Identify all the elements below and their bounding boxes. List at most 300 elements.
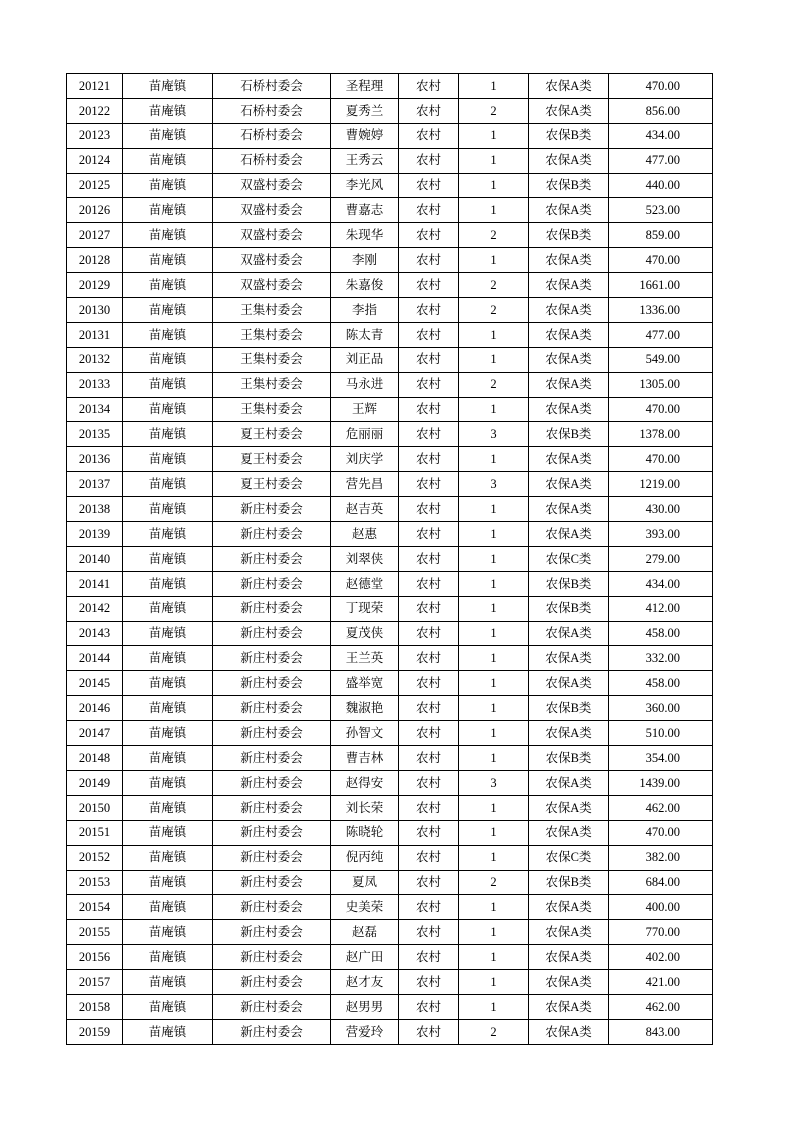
- cell-residence-type: 农村: [399, 397, 459, 422]
- cell-person-name: 赵德堂: [331, 571, 399, 596]
- cell-person-name: 丁现荣: [331, 596, 399, 621]
- cell-insurance-category: 农保A类: [529, 497, 609, 522]
- cell-amount: 477.00: [609, 322, 713, 347]
- cell-person-count: 1: [459, 497, 529, 522]
- table-row: [67, 98, 713, 123]
- cell-amount: 382.00: [609, 845, 713, 870]
- cell-town: 苗庵镇: [123, 596, 213, 621]
- cell-person-name: 夏茂侠: [331, 621, 399, 646]
- cell-insurance-category: 农保A类: [529, 970, 609, 995]
- cell-town: 苗庵镇: [123, 298, 213, 323]
- cell-residence-type: 农村: [399, 298, 459, 323]
- table-row: [67, 497, 713, 522]
- cell-person-count: 1: [459, 746, 529, 771]
- cell-town: 苗庵镇: [123, 397, 213, 422]
- cell-record-id: 20128: [67, 248, 123, 273]
- cell-village: 双盛村委会: [213, 173, 331, 198]
- table-row: [67, 596, 713, 621]
- benefits-table: [66, 73, 713, 1045]
- cell-record-id: 20148: [67, 746, 123, 771]
- cell-insurance-category: 农保C类: [529, 546, 609, 571]
- cell-residence-type: 农村: [399, 696, 459, 721]
- cell-amount: 859.00: [609, 223, 713, 248]
- cell-insurance-category: 农保A类: [529, 945, 609, 970]
- cell-record-id: 20146: [67, 696, 123, 721]
- table-row: [67, 945, 713, 970]
- cell-record-id: 20157: [67, 970, 123, 995]
- table-row: [67, 447, 713, 472]
- cell-residence-type: 农村: [399, 223, 459, 248]
- cell-residence-type: 农村: [399, 98, 459, 123]
- cell-insurance-category: 农保A类: [529, 447, 609, 472]
- cell-residence-type: 农村: [399, 546, 459, 571]
- cell-residence-type: 农村: [399, 148, 459, 173]
- cell-residence-type: 农村: [399, 945, 459, 970]
- cell-town: 苗庵镇: [123, 273, 213, 298]
- cell-record-id: 20132: [67, 347, 123, 372]
- cell-residence-type: 农村: [399, 820, 459, 845]
- cell-village: 王集村委会: [213, 347, 331, 372]
- cell-person-name: 王兰英: [331, 646, 399, 671]
- cell-record-id: 20142: [67, 596, 123, 621]
- cell-amount: 523.00: [609, 198, 713, 223]
- cell-town: 苗庵镇: [123, 198, 213, 223]
- cell-town: 苗庵镇: [123, 173, 213, 198]
- table-row: [67, 770, 713, 795]
- cell-amount: 400.00: [609, 895, 713, 920]
- cell-person-name: 魏淑艳: [331, 696, 399, 721]
- cell-village: 新庄村委会: [213, 1019, 331, 1044]
- cell-residence-type: 农村: [399, 970, 459, 995]
- cell-village: 双盛村委会: [213, 198, 331, 223]
- cell-amount: 462.00: [609, 795, 713, 820]
- cell-amount: 856.00: [609, 98, 713, 123]
- cell-person-count: 1: [459, 994, 529, 1019]
- cell-town: 苗庵镇: [123, 746, 213, 771]
- cell-town: 苗庵镇: [123, 994, 213, 1019]
- cell-person-name: 危丽丽: [331, 422, 399, 447]
- cell-record-id: 20124: [67, 148, 123, 173]
- cell-amount: 1439.00: [609, 770, 713, 795]
- cell-town: 苗庵镇: [123, 770, 213, 795]
- table-row: [67, 795, 713, 820]
- cell-insurance-category: 农保A类: [529, 795, 609, 820]
- cell-record-id: 20158: [67, 994, 123, 1019]
- cell-record-id: 20125: [67, 173, 123, 198]
- cell-insurance-category: 农保A类: [529, 994, 609, 1019]
- cell-residence-type: 农村: [399, 721, 459, 746]
- cell-person-name: 李刚: [331, 248, 399, 273]
- cell-record-id: 20136: [67, 447, 123, 472]
- cell-person-count: 1: [459, 522, 529, 547]
- cell-town: 苗庵镇: [123, 123, 213, 148]
- cell-town: 苗庵镇: [123, 696, 213, 721]
- cell-village: 新庄村委会: [213, 596, 331, 621]
- cell-insurance-category: 农保B类: [529, 422, 609, 447]
- cell-town: 苗庵镇: [123, 721, 213, 746]
- cell-insurance-category: 农保A类: [529, 322, 609, 347]
- cell-amount: 843.00: [609, 1019, 713, 1044]
- cell-person-name: 赵才友: [331, 970, 399, 995]
- cell-village: 石桥村委会: [213, 123, 331, 148]
- cell-person-name: 赵男男: [331, 994, 399, 1019]
- cell-person-name: 赵吉英: [331, 497, 399, 522]
- cell-village: 双盛村委会: [213, 223, 331, 248]
- cell-record-id: 20133: [67, 372, 123, 397]
- cell-village: 夏王村委会: [213, 447, 331, 472]
- cell-amount: 684.00: [609, 870, 713, 895]
- cell-insurance-category: 农保A类: [529, 397, 609, 422]
- cell-town: 苗庵镇: [123, 970, 213, 995]
- cell-amount: 462.00: [609, 994, 713, 1019]
- cell-amount: 412.00: [609, 596, 713, 621]
- cell-person-name: 夏凤: [331, 870, 399, 895]
- cell-person-count: 1: [459, 945, 529, 970]
- cell-village: 双盛村委会: [213, 273, 331, 298]
- cell-person-name: 陈太青: [331, 322, 399, 347]
- cell-residence-type: 农村: [399, 273, 459, 298]
- cell-insurance-category: 农保A类: [529, 472, 609, 497]
- cell-village: 王集村委会: [213, 322, 331, 347]
- cell-person-name: 孙智文: [331, 721, 399, 746]
- cell-amount: 332.00: [609, 646, 713, 671]
- cell-person-name: 刘正品: [331, 347, 399, 372]
- cell-insurance-category: 农保B类: [529, 571, 609, 596]
- cell-insurance-category: 农保A类: [529, 74, 609, 99]
- cell-insurance-category: 农保B类: [529, 173, 609, 198]
- cell-town: 苗庵镇: [123, 895, 213, 920]
- cell-residence-type: 农村: [399, 895, 459, 920]
- cell-person-name: 朱现华: [331, 223, 399, 248]
- cell-record-id: 20143: [67, 621, 123, 646]
- cell-person-count: 1: [459, 347, 529, 372]
- cell-record-id: 20135: [67, 422, 123, 447]
- cell-town: 苗庵镇: [123, 322, 213, 347]
- cell-amount: 549.00: [609, 347, 713, 372]
- cell-town: 苗庵镇: [123, 820, 213, 845]
- cell-town: 苗庵镇: [123, 522, 213, 547]
- cell-village: 夏王村委会: [213, 422, 331, 447]
- table-row: [67, 994, 713, 1019]
- cell-person-name: 王秀云: [331, 148, 399, 173]
- cell-residence-type: 农村: [399, 870, 459, 895]
- cell-record-id: 20139: [67, 522, 123, 547]
- cell-residence-type: 农村: [399, 795, 459, 820]
- cell-person-count: 3: [459, 770, 529, 795]
- cell-village: 新庄村委会: [213, 845, 331, 870]
- cell-amount: 470.00: [609, 248, 713, 273]
- cell-person-count: 1: [459, 447, 529, 472]
- cell-person-name: 李光风: [331, 173, 399, 198]
- cell-person-name: 朱嘉俊: [331, 273, 399, 298]
- cell-village: 新庄村委会: [213, 646, 331, 671]
- cell-residence-type: 农村: [399, 671, 459, 696]
- cell-insurance-category: 农保A类: [529, 347, 609, 372]
- cell-insurance-category: 农保A类: [529, 721, 609, 746]
- cell-record-id: 20134: [67, 397, 123, 422]
- table-row: [67, 372, 713, 397]
- table-row: [67, 1019, 713, 1044]
- cell-amount: 458.00: [609, 671, 713, 696]
- cell-town: 苗庵镇: [123, 422, 213, 447]
- table-body: [67, 74, 713, 1045]
- cell-amount: 430.00: [609, 497, 713, 522]
- cell-amount: 510.00: [609, 721, 713, 746]
- cell-village: 新庄村委会: [213, 721, 331, 746]
- cell-amount: 458.00: [609, 621, 713, 646]
- cell-insurance-category: 农保B类: [529, 223, 609, 248]
- cell-village: 王集村委会: [213, 372, 331, 397]
- cell-residence-type: 农村: [399, 621, 459, 646]
- cell-town: 苗庵镇: [123, 447, 213, 472]
- table-row: [67, 347, 713, 372]
- cell-person-count: 1: [459, 198, 529, 223]
- table-row: [67, 223, 713, 248]
- cell-town: 苗庵镇: [123, 845, 213, 870]
- cell-town: 苗庵镇: [123, 920, 213, 945]
- cell-insurance-category: 农保A类: [529, 671, 609, 696]
- cell-village: 新庄村委会: [213, 546, 331, 571]
- cell-residence-type: 农村: [399, 497, 459, 522]
- table-row: [67, 198, 713, 223]
- cell-person-count: 2: [459, 223, 529, 248]
- cell-town: 苗庵镇: [123, 347, 213, 372]
- cell-village: 新庄村委会: [213, 820, 331, 845]
- cell-village: 王集村委会: [213, 298, 331, 323]
- table-row: [67, 74, 713, 99]
- cell-residence-type: 农村: [399, 920, 459, 945]
- cell-residence-type: 农村: [399, 173, 459, 198]
- cell-person-name: 曹嘉志: [331, 198, 399, 223]
- cell-insurance-category: 农保B类: [529, 696, 609, 721]
- cell-insurance-category: 农保A类: [529, 148, 609, 173]
- cell-person-name: 曹吉林: [331, 746, 399, 771]
- cell-village: 夏王村委会: [213, 472, 331, 497]
- cell-amount: 470.00: [609, 397, 713, 422]
- cell-village: 石桥村委会: [213, 148, 331, 173]
- cell-residence-type: 农村: [399, 123, 459, 148]
- cell-insurance-category: 农保A类: [529, 98, 609, 123]
- cell-person-name: 倪丙纯: [331, 845, 399, 870]
- table-row: [67, 571, 713, 596]
- cell-village: 新庄村委会: [213, 795, 331, 820]
- cell-village: 新庄村委会: [213, 895, 331, 920]
- cell-person-name: 刘长荣: [331, 795, 399, 820]
- table-row: [67, 621, 713, 646]
- cell-amount: 1661.00: [609, 273, 713, 298]
- cell-insurance-category: 农保A类: [529, 298, 609, 323]
- cell-residence-type: 农村: [399, 994, 459, 1019]
- cell-person-name: 夏秀兰: [331, 98, 399, 123]
- cell-amount: 402.00: [609, 945, 713, 970]
- cell-town: 苗庵镇: [123, 870, 213, 895]
- cell-residence-type: 农村: [399, 596, 459, 621]
- cell-person-count: 3: [459, 422, 529, 447]
- cell-person-count: 1: [459, 970, 529, 995]
- cell-residence-type: 农村: [399, 372, 459, 397]
- cell-town: 苗庵镇: [123, 372, 213, 397]
- cell-record-id: 20129: [67, 273, 123, 298]
- cell-insurance-category: 农保A类: [529, 820, 609, 845]
- cell-amount: 354.00: [609, 746, 713, 771]
- cell-person-name: 赵广田: [331, 945, 399, 970]
- cell-insurance-category: 农保A类: [529, 248, 609, 273]
- cell-person-count: 1: [459, 173, 529, 198]
- cell-person-count: 2: [459, 273, 529, 298]
- table-row: [67, 845, 713, 870]
- cell-record-id: 20159: [67, 1019, 123, 1044]
- cell-person-count: 3: [459, 472, 529, 497]
- cell-person-count: 1: [459, 571, 529, 596]
- table-row: [67, 870, 713, 895]
- cell-village: 新庄村委会: [213, 671, 331, 696]
- table-row: [67, 820, 713, 845]
- cell-insurance-category: 农保A类: [529, 198, 609, 223]
- cell-person-count: 1: [459, 248, 529, 273]
- cell-village: 王集村委会: [213, 397, 331, 422]
- cell-village: 石桥村委会: [213, 98, 331, 123]
- cell-person-count: 1: [459, 721, 529, 746]
- cell-village: 新庄村委会: [213, 945, 331, 970]
- cell-village: 新庄村委会: [213, 696, 331, 721]
- cell-insurance-category: 农保A类: [529, 522, 609, 547]
- cell-amount: 470.00: [609, 820, 713, 845]
- cell-town: 苗庵镇: [123, 1019, 213, 1044]
- cell-amount: 440.00: [609, 173, 713, 198]
- cell-village: 新庄村委会: [213, 746, 331, 771]
- cell-village: 新庄村委会: [213, 920, 331, 945]
- cell-person-name: 李指: [331, 298, 399, 323]
- cell-residence-type: 农村: [399, 522, 459, 547]
- cell-person-count: 1: [459, 920, 529, 945]
- cell-insurance-category: 农保A类: [529, 895, 609, 920]
- cell-insurance-category: 农保C类: [529, 845, 609, 870]
- cell-insurance-category: 农保A类: [529, 646, 609, 671]
- cell-residence-type: 农村: [399, 347, 459, 372]
- cell-residence-type: 农村: [399, 472, 459, 497]
- cell-record-id: 20156: [67, 945, 123, 970]
- cell-person-count: 1: [459, 845, 529, 870]
- cell-person-count: 1: [459, 596, 529, 621]
- cell-amount: 279.00: [609, 546, 713, 571]
- cell-person-name: 王辉: [331, 397, 399, 422]
- cell-record-id: 20138: [67, 497, 123, 522]
- table-row: [67, 721, 713, 746]
- cell-person-count: 1: [459, 696, 529, 721]
- cell-record-id: 20127: [67, 223, 123, 248]
- cell-person-count: 1: [459, 546, 529, 571]
- cell-town: 苗庵镇: [123, 497, 213, 522]
- cell-record-id: 20126: [67, 198, 123, 223]
- cell-residence-type: 农村: [399, 770, 459, 795]
- cell-village: 双盛村委会: [213, 248, 331, 273]
- cell-residence-type: 农村: [399, 571, 459, 596]
- cell-record-id: 20137: [67, 472, 123, 497]
- cell-person-count: 1: [459, 621, 529, 646]
- cell-person-count: 1: [459, 74, 529, 99]
- cell-insurance-category: 农保A类: [529, 920, 609, 945]
- cell-amount: 470.00: [609, 74, 713, 99]
- cell-insurance-category: 农保A类: [529, 273, 609, 298]
- table-row: [67, 148, 713, 173]
- cell-insurance-category: 农保B类: [529, 596, 609, 621]
- cell-town: 苗庵镇: [123, 148, 213, 173]
- cell-record-id: 20141: [67, 571, 123, 596]
- cell-person-name: 盛举宽: [331, 671, 399, 696]
- cell-person-name: 刘庆学: [331, 447, 399, 472]
- cell-person-name: 史美荣: [331, 895, 399, 920]
- table-row: [67, 298, 713, 323]
- cell-village: 新庄村委会: [213, 770, 331, 795]
- cell-town: 苗庵镇: [123, 945, 213, 970]
- cell-person-name: 马永进: [331, 372, 399, 397]
- cell-amount: 360.00: [609, 696, 713, 721]
- cell-amount: 1378.00: [609, 422, 713, 447]
- cell-record-id: 20121: [67, 74, 123, 99]
- cell-town: 苗庵镇: [123, 223, 213, 248]
- table-row: [67, 472, 713, 497]
- table-row: [67, 123, 713, 148]
- cell-person-count: 2: [459, 870, 529, 895]
- cell-person-count: 1: [459, 322, 529, 347]
- cell-village: 新庄村委会: [213, 522, 331, 547]
- table-row: [67, 671, 713, 696]
- cell-record-id: 20152: [67, 845, 123, 870]
- cell-residence-type: 农村: [399, 248, 459, 273]
- cell-village: 新庄村委会: [213, 497, 331, 522]
- table-row: [67, 546, 713, 571]
- table-row: [67, 422, 713, 447]
- cell-record-id: 20147: [67, 721, 123, 746]
- table-row: [67, 920, 713, 945]
- cell-amount: 393.00: [609, 522, 713, 547]
- cell-person-name: 曹婉婷: [331, 123, 399, 148]
- cell-record-id: 20140: [67, 546, 123, 571]
- cell-town: 苗庵镇: [123, 795, 213, 820]
- cell-town: 苗庵镇: [123, 571, 213, 596]
- table-row: [67, 746, 713, 771]
- cell-record-id: 20150: [67, 795, 123, 820]
- cell-village: 新庄村委会: [213, 994, 331, 1019]
- cell-record-id: 20151: [67, 820, 123, 845]
- cell-record-id: 20149: [67, 770, 123, 795]
- cell-person-count: 1: [459, 671, 529, 696]
- cell-insurance-category: 农保A类: [529, 770, 609, 795]
- cell-amount: 434.00: [609, 123, 713, 148]
- cell-residence-type: 农村: [399, 746, 459, 771]
- cell-residence-type: 农村: [399, 322, 459, 347]
- cell-person-count: 1: [459, 820, 529, 845]
- cell-town: 苗庵镇: [123, 671, 213, 696]
- cell-person-count: 2: [459, 298, 529, 323]
- cell-person-name: 赵得安: [331, 770, 399, 795]
- cell-insurance-category: 农保A类: [529, 621, 609, 646]
- cell-person-count: 2: [459, 1019, 529, 1044]
- cell-residence-type: 农村: [399, 646, 459, 671]
- cell-residence-type: 农村: [399, 198, 459, 223]
- cell-amount: 421.00: [609, 970, 713, 995]
- cell-town: 苗庵镇: [123, 248, 213, 273]
- cell-town: 苗庵镇: [123, 621, 213, 646]
- table-row: [67, 322, 713, 347]
- cell-town: 苗庵镇: [123, 546, 213, 571]
- table-row: [67, 397, 713, 422]
- cell-person-name: 赵惠: [331, 522, 399, 547]
- cell-residence-type: 农村: [399, 74, 459, 99]
- cell-person-name: 刘翠侠: [331, 546, 399, 571]
- cell-record-id: 20144: [67, 646, 123, 671]
- cell-village: 新庄村委会: [213, 970, 331, 995]
